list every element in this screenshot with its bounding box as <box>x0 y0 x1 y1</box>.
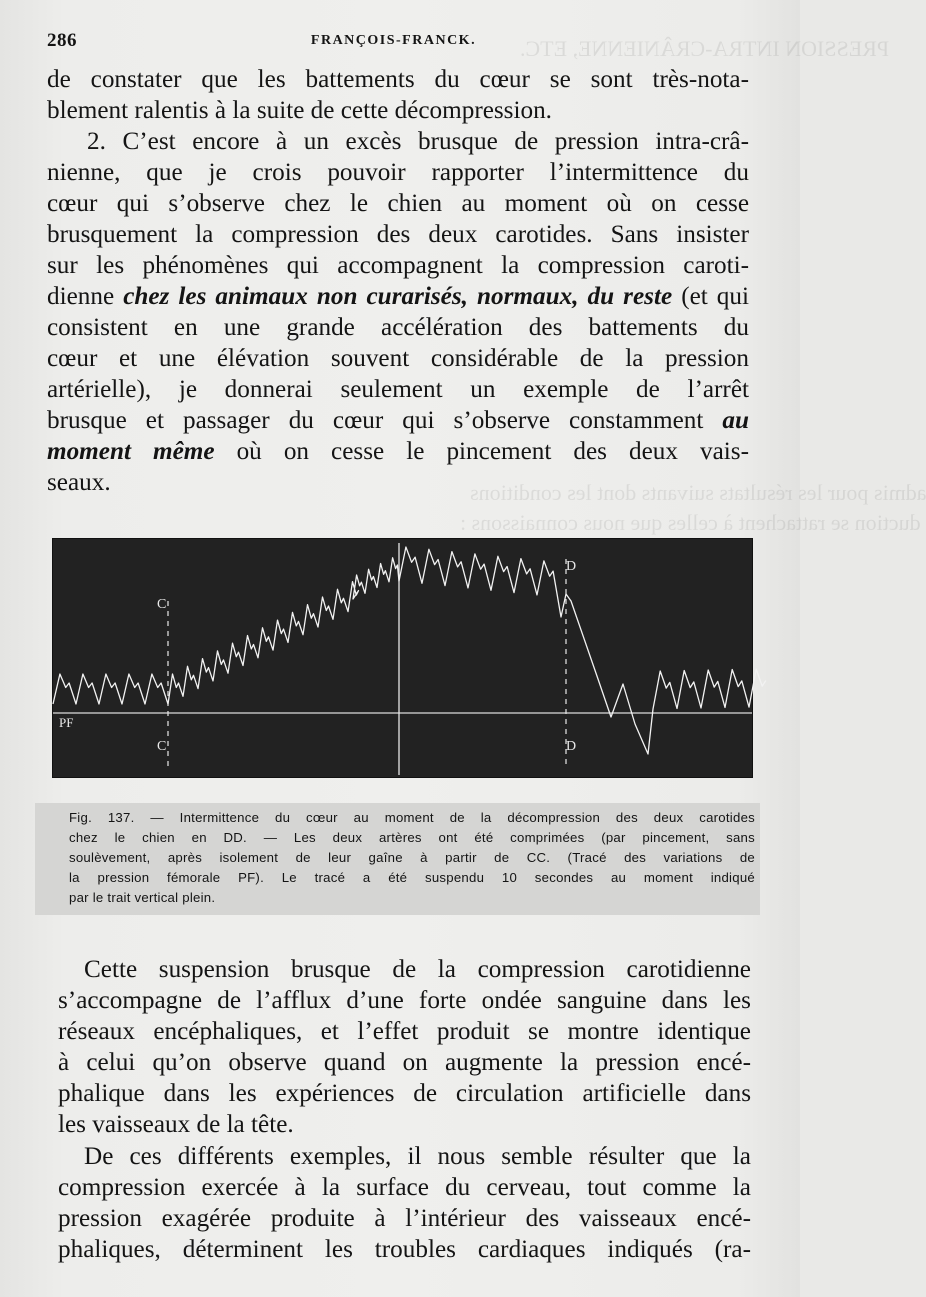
caption-line: Fig. 137. — Intermittence du cœur au moment de la décompression des deux carotides <box>69 810 755 825</box>
text-line: brusquement la compression des deux carotides. Sans insister <box>47 221 749 248</box>
text-line: les vaisseaux de la tête. <box>58 1111 294 1138</box>
text-line: 2. C’est encore à un excès brusque de pression intra-crâ- <box>87 128 749 155</box>
text-line: seaux. <box>47 469 111 496</box>
italic-phrase: au <box>722 407 749 434</box>
paragraph-2 <box>47 126 749 498</box>
caption-line: soulèvement, après isolement de leur gaîne à partir de CC. (Tracé des variations de <box>69 850 755 865</box>
label-d-bottom: D <box>566 739 577 754</box>
label-c-top: C <box>157 597 167 612</box>
label-c-bottom: C <box>157 739 167 754</box>
figure-137-pressure-trace <box>52 538 753 778</box>
page-number: 286 <box>47 30 77 51</box>
show-through-text: admis pour les résultats suivants dont les conditions <box>470 480 926 505</box>
show-through-text: PRESSION INTRA-CRÂNIENNE, ETC. <box>520 36 890 61</box>
page-header <box>47 30 740 56</box>
text-line: s’accompagne de l’afflux d’une forte ondée sanguine dans les <box>58 987 751 1014</box>
text-line: dienne chez les animaux non curarisés, normaux, du reste (et qui <box>47 283 749 310</box>
text-line: de constater que les battements du cœur se sont très-nota- <box>47 66 749 93</box>
text-line: consistent en une grande accélération des battements du <box>47 314 749 341</box>
text-line: Cette suspension brusque de la compression carotidienne <box>84 956 751 983</box>
text-line: compression exercée à la surface du cerveau, tout comme la <box>58 1174 751 1201</box>
show-through-text: duction se rattachent à celles que nous connaissons : <box>460 510 921 535</box>
text-line: à celui qu’on observe quand on augmente la pression encé- <box>58 1049 751 1076</box>
label-d-top: D <box>566 559 577 574</box>
text-line: phalique dans les expériences de circulation artificielle dans <box>58 1080 751 1107</box>
italic-phrase: moment même <box>47 438 215 465</box>
caption-line: par le trait vertical plein. <box>69 890 216 905</box>
figure-caption <box>69 808 755 908</box>
caption-line: chez le chien en DD. — Les deux artères ont été comprimées (par pincement, sans <box>69 830 755 845</box>
text-line: sur les phénomènes qui accompagnent la compression caroti- <box>47 252 749 279</box>
text-line: blement ralentis à la suite de cette décompression. <box>47 97 552 124</box>
paragraph-1 <box>47 64 749 126</box>
italic-phrase: chez les animaux non curarisés, normaux, du reste <box>123 283 673 310</box>
text-line: moment même où on cesse le pincement des deux vais- <box>47 438 749 465</box>
caption-line: la pression fémorale PF). Le tracé a été suspendu 10 secondes au moment indiqué <box>69 870 755 885</box>
text-line: cœur qui s’observe chez le chien au moment où on cesse <box>47 190 749 217</box>
text-line: De ces différents exemples, il nous semble résulter que la <box>84 1143 751 1170</box>
text-line: nienne, que je crois pouvoir rapporter l’intermittence du <box>47 159 749 186</box>
text-line: artérielle), je donnerai seulement un exemple de l’arrêt <box>47 376 749 403</box>
text-line: brusque et passager du cœur qui s’observe constamment au <box>47 407 749 434</box>
text-line: phaliques, déterminent les troubles cardiaques indiqués (ra- <box>58 1236 751 1263</box>
running-head: FRANÇOIS-FRANCK. <box>310 33 477 48</box>
pressure-trace-line <box>53 547 766 754</box>
text-line: cœur et une élévation souvent considérable de la pression <box>47 345 749 372</box>
paragraph-4 <box>58 1141 751 1265</box>
label-pf: PF <box>59 715 74 730</box>
paragraph-3 <box>58 954 751 1140</box>
text-line: pression exagérée produite à l’intérieur des vaisseaux encé- <box>58 1205 751 1232</box>
text-line: réseaux encéphaliques, et l’effet produit se montre identique <box>58 1018 751 1045</box>
